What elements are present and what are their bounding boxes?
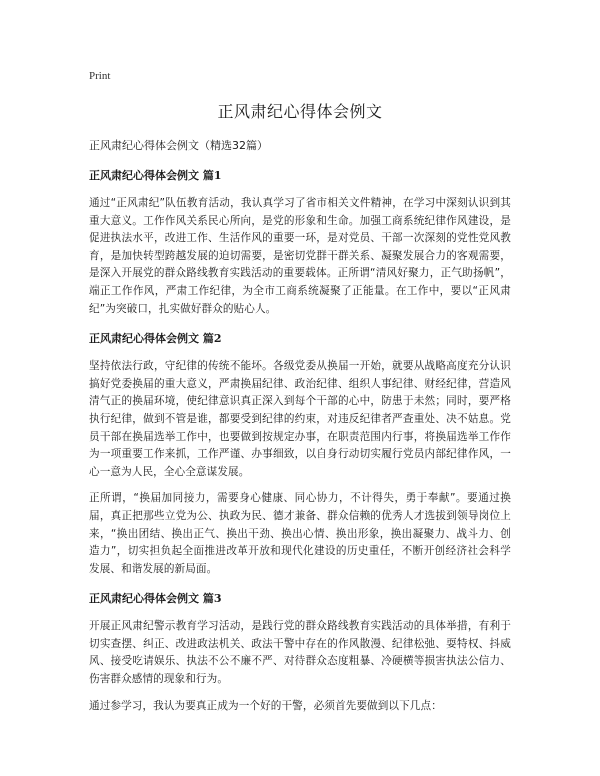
document-subtitle: 正风肃纪心得体会例文（精选32篇）: [89, 139, 268, 152]
section-2-paragraph-2: 正所谓，“换届加同接力，需要身心健康、同心协力，不计得失，勇于奉献”。要通过换届，真正把那些立党为公、执政为民、德才兼备、群众信赖的优秀人才选拔到领导岗位上来，“换出团结、换出正气、换出干劲、换出心情、换出形象，换出凝聚力、战斗力、创造力”，切实担负起全面推进改革开放和现代化建设的历史重任，不断开创经济社会科学发展、和谐发展的新局面。: [89, 492, 511, 575]
section-1-paragraph-1: 通过“正风肃纪”队伍教育活动，我认真学习了省市相关文件精神，在学习中深刻认识到其重大意义。工作作风关系民心所向，是党的形象和生命。加强工商系统纪律作风建设，是促进执法水平，改进工作、生活作风的重要一环，是对党员、干部一次深刻的党性党风教育，是加快转型跨越发展的迫切需要，是密切党群干群关系、凝聚发展合力的客观需要，是深入开展党的群众路线教育实践活动的重要载体。正所谓“清风好聚力，正气助扬帆”，端正工作作风，严肃工作纪律，为全市工商系统凝聚了正能量。在工作中，要以“正风肃纪”为突破口，扎实做好群众的贴心人。: [89, 197, 511, 315]
print-label: Print: [89, 70, 111, 82]
section-3-paragraph-1: 开展正风肃纪警示教育学习活动，是践行党的群众路线教育实践活动的具体举措，有利于切实查摆、纠正、改进政法机关、政法干警中存在的作风散漫、纪律松弛、耍特权、抖威风、接受吃请娱乐、执法不公不廉不严、对待群众态度粗暴、冷硬横等损害执法公信力、伤害群众感情的现象和行为。: [89, 620, 511, 686]
section-heading-2: 正风肃纪心得体会例文 篇2: [89, 332, 222, 346]
section-2-paragraph-1: 坚持依法行政，守纪律的传统不能坏。各级党委从换届一开始，就要从战略高度充分认识搞好党委换届的重大意义，严肃换届纪律、政治纪律、组织人事纪律、财经纪律，营造风清气正的换届环境，使纪律意识真正深入到每个干部的心中，防患于未然；同时，要严格执行纪律，做到不管是谁，都要受到纪律的约束，对违反纪律者严查重处、决不姑息。党员干部在换届选举工作中，也要做到按规定办事，在职责范围内行事，将换届选举工作作为一项重要工作来抓，工作严谨、办事细致，以自身行动切实履行党员内部纪律作风，一心一意为人民，全心全意谋发展。: [89, 360, 511, 478]
section-3-paragraph-2: 通过参学习，我认为要真正成为一个好的干警，必须首先要做到以下几点：: [89, 699, 442, 712]
document-title: 正风肃纪心得体会例文: [217, 102, 383, 121]
section-heading-1: 正风肃纪心得体会例文 篇1: [89, 169, 222, 182]
section-heading-3: 正风肃纪心得体会例文 篇3: [89, 592, 222, 606]
